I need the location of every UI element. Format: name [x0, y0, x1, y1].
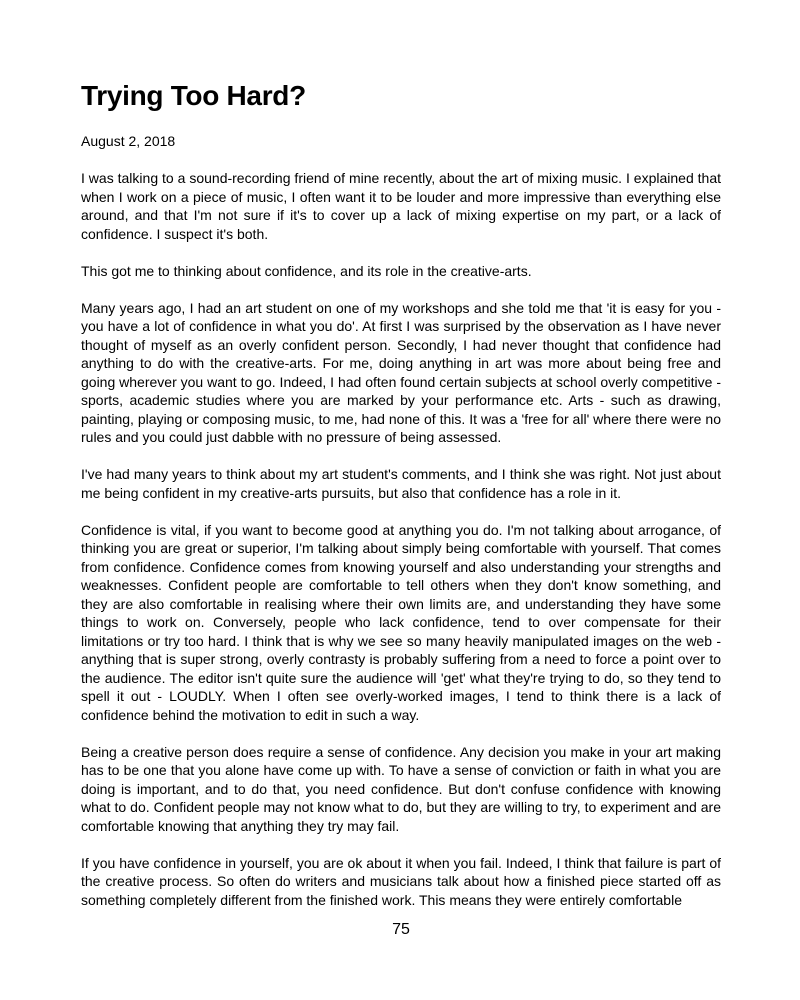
article-date: August 2, 2018 [81, 133, 176, 149]
article-title: Trying Too Hard? [81, 80, 306, 111]
paragraph: This got me to thinking about confidence, and its role in the creative-arts. [81, 262, 532, 279]
article-body [81, 169, 721, 909]
document-page [81, 0, 721, 1000]
page-number: 75 [392, 921, 410, 938]
paragraph: Confidence is vital, if you want to become good at anything you do. I'm not talking about arrogance, of thinking you are great or superior, I'm talking about simply being comfortable with yourself. That comes from confidence. Confidence comes from knowing yourself and also understanding your strengths and weaknesses. Confident people are comfortable to tell others when they don't know something, and they are also comfortable in realising where their own limits are, and understanding they have some things to work on. Conversely, people who lack confidence, tend to over compensate for their limitations or try too hard. I think that is why we see so many heavily manipulated images on the web - anything that is super strong, overly contrasty is probably suffering from a need to force a point over to the audience. The editor isn't quite sure the audience will 'get' what they're trying to do, so they tend to spell it out - LOUDLY. When I often see overly-worked images, I tend to think there is a lack of confidence behind the motivation to edit in such a way. [81, 521, 721, 723]
paragraph: I've had many years to think about my art student's comments, and I think she was right. Not just about me being confident in my creative-arts pursuits, but also that confidence has a role in it. [81, 466, 721, 501]
paragraph: I was talking to a sound-recording friend of mine recently, about the art of mixing music. I explained that when I work on a piece of music, I often want it to be louder and more impressive than everything else around, and that I'm not sure if it's to cover up a lack of mixing expertise on my part, or a lack of confidence. I suspect it's both. [81, 170, 721, 242]
paragraph: If you have confidence in yourself, you are ok about it when you fail. Indeed, I think that failure is part of the creative process. So often do writers and musicians talk about how a finished piece started off as something completely different from the finished work. This means they were entirely comfortable [81, 854, 721, 908]
paragraph: Many years ago, I had an art student on one of my workshops and she told me that 'it is easy for you - you have a lot of confidence in what you do'. At first I was surprised by the observation as I have never thought of myself as an overly confident person. Secondly, I had never thought that confidence had anything to do with the creative-arts. For me, doing anything in art was more about being free and going wherever you want to go. Indeed, I had often found certain subjects at school overly competitive - sports, academic studies where you are marked by your performance etc. Arts - such as drawing, painting, playing or composing music, to me, had none of this. It was a 'free for all' where there were no rules and you could just dabble with no pressure of being assessed. [81, 299, 721, 445]
paragraph: Being a creative person does require a sense of confidence. Any decision you make in your art making has to be one that you alone have come up with. To have a sense of conviction or faith in what you are doing is important, and to do that, you need confidence. But don't confuse confidence with knowing what to do. Confident people may not know what to do, but they are willing to try, to experiment and are comfortable knowing that anything they try may fail. [81, 743, 721, 834]
